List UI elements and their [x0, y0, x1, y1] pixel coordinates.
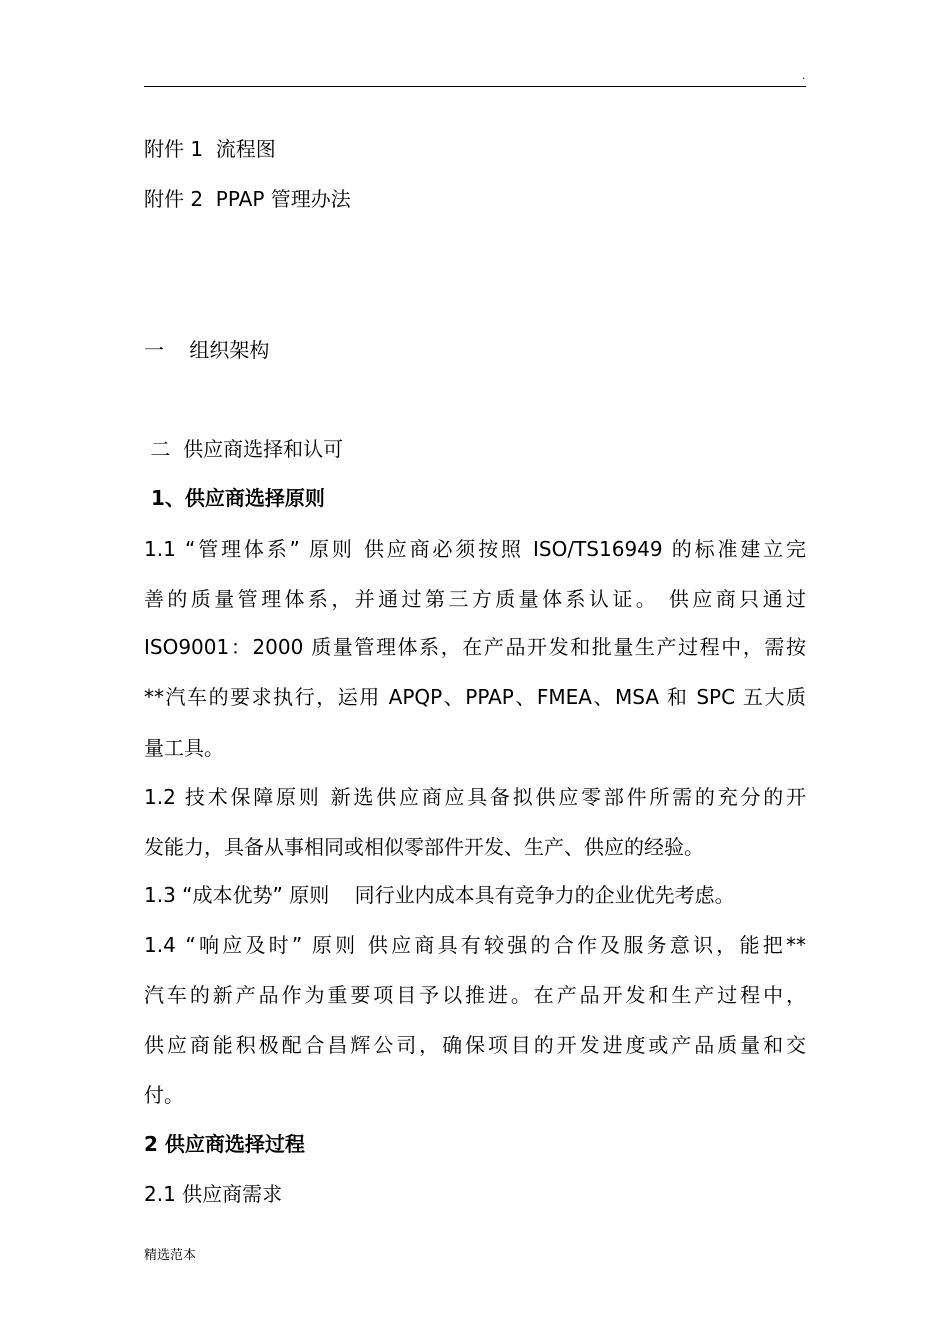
paragraph-2-1: 2.1 供应商需求	[144, 1182, 283, 1206]
attachment-2: 附件 2 PPAP 管理办法	[144, 187, 351, 211]
footer-text: 精选范本	[144, 1248, 197, 1263]
section-2-2-heading: 2 供应商选择过程	[144, 1132, 305, 1156]
paragraph-1-2-line: 发能力，具备从事相同或相似零部件开发、生产、供应的经验。	[144, 835, 704, 859]
section-2-1-heading: 1、供应商选择原则	[144, 486, 325, 510]
section-1-heading: 一 组织架构	[144, 338, 270, 362]
header-mark: .	[802, 69, 806, 82]
paragraph-1-1-line: 1.1 “管理体系” 原则 供应商必须按照 ISO/TS16949 的标准建立完	[144, 537, 806, 561]
paragraph-1-4-line: 1.4 “响应及时” 原则 供应商具有较强的合作及服务意识，能把**	[144, 933, 806, 957]
paragraph-1-1-line: 量工具。	[144, 736, 224, 760]
paragraph-1-4-line: 付。	[144, 1083, 184, 1107]
paragraph-1-2-line: 1.2 技术保障原则 新选供应商应具备拟供应零部件所需的充分的开	[144, 785, 806, 809]
paragraph-1-1-line: 善的质量管理体系，并通过第三方质量体系认证。 供应商只通过	[144, 587, 806, 611]
paragraph-1-1-line: ISO9001：2000 质量管理体系，在产品开发和批量生产过程中，需按	[144, 635, 806, 659]
paragraph-1-4-line: 汽车的新产品作为重要项目予以推进。在产品开发和生产过程中，	[144, 983, 806, 1007]
attachment-1: 附件 1 流程图	[144, 137, 276, 161]
paragraph-1-4-line: 供应商能积极配合昌辉公司，确保项目的开发进度或产品质量和交	[144, 1033, 806, 1057]
section-2-heading: 二 供应商选择和认可	[144, 437, 344, 461]
paragraph-1-1-line: **汽车的要求执行，运用 APQP、PPAP、FMEA、MSA 和 SPC 五大质	[144, 685, 806, 709]
header-rule	[144, 86, 806, 87]
paragraph-1-3: 1.3 “成本优势” 原则 同行业内成本具有竞争力的企业优先考虑。	[144, 883, 735, 907]
